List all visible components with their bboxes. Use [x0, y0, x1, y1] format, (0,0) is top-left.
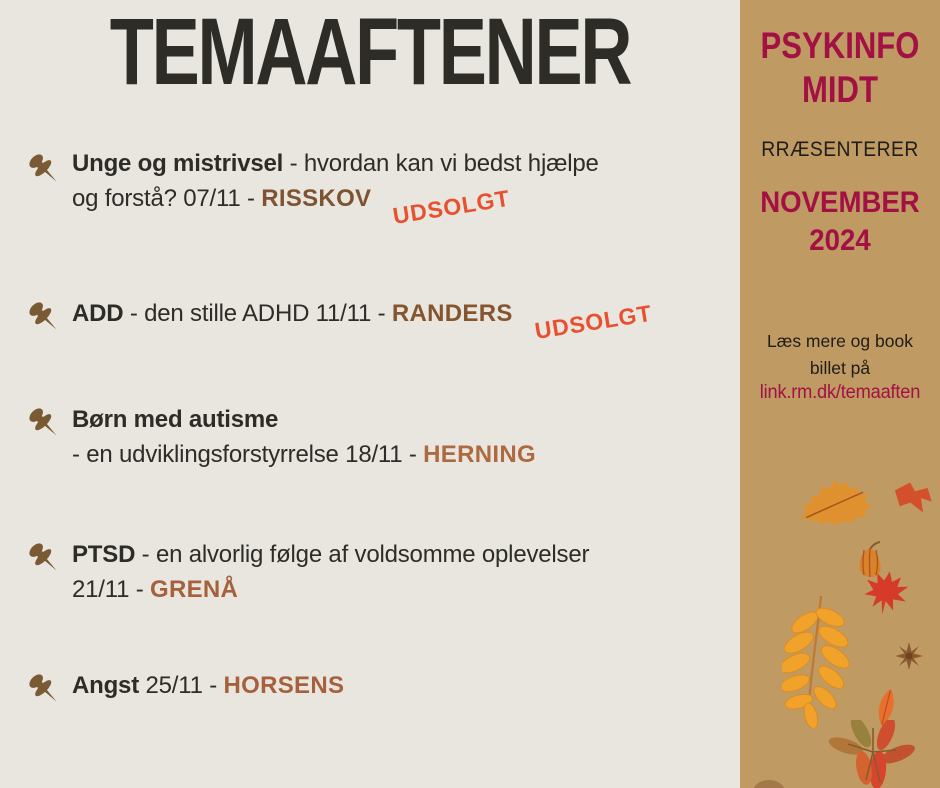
event-location: RISSKOV	[261, 185, 372, 212]
event-title: ADD	[72, 300, 124, 327]
event-description: - en alvorlig følge af voldsomme oplevelser	[135, 541, 590, 568]
event-item	[72, 146, 732, 229]
event-location: HORSENS	[223, 672, 345, 699]
event-item	[72, 668, 732, 703]
event-title: Børn med autisme	[72, 406, 279, 433]
event-description: - den stille ADHD 11/11 -	[123, 300, 392, 327]
pushpin-icon	[25, 404, 65, 444]
event-date-text: og forstå? 07/11 -	[72, 185, 262, 212]
oak-leaf-image	[785, 459, 888, 539]
event-date-text: - en udviklingsforstyrrelse 18/11 -	[72, 441, 424, 468]
brand-name-line2: MIDT	[802, 69, 878, 110]
soldout-badge: UDSOLGT	[532, 299, 654, 344]
event-line	[72, 572, 732, 607]
creeper-leaf-image	[828, 720, 918, 788]
pushpin-icon	[25, 539, 65, 579]
brand-name-line1: PSYKINFO	[760, 25, 920, 66]
star-anise-image	[895, 642, 923, 670]
event-location: RANDERS	[391, 300, 513, 327]
month-year	[748, 184, 932, 260]
month-label: NOVEMBER	[760, 186, 920, 219]
cta-text	[740, 328, 940, 382]
event-item	[72, 402, 732, 472]
soldout-badge: UDSOLGT	[391, 184, 513, 229]
cta-line1: Læs mere og book	[767, 331, 913, 351]
event-line	[72, 537, 732, 572]
event-title: PTSD	[72, 541, 136, 568]
red-leaf-fragment-image	[890, 478, 936, 518]
event-location: HERNING	[423, 441, 536, 468]
event-item	[72, 537, 732, 607]
presents-label: RRÆSENTERER	[761, 138, 919, 161]
event-line	[72, 146, 732, 181]
pushpin-icon	[25, 670, 65, 710]
page-title: TEMAAFTENER	[109, 0, 631, 105]
event-title: Unge og mistrivsel	[72, 150, 284, 177]
pushpin-icon	[25, 298, 65, 338]
maple-leaf-image	[859, 567, 914, 619]
event-line	[72, 668, 732, 703]
chestnut-image	[752, 778, 786, 788]
event-line	[72, 181, 732, 229]
event-date-text: 21/11 -	[72, 576, 151, 603]
pushpin-icon	[25, 150, 65, 190]
event-item	[72, 296, 732, 344]
event-description: - hvordan kan vi bedst hjælpe	[283, 150, 599, 177]
event-location: GRENÅ	[150, 576, 239, 603]
cta-line2: billet på	[809, 358, 871, 378]
year-label: 2024	[809, 224, 871, 257]
event-line	[72, 402, 732, 437]
rowan-leaf-image	[782, 596, 854, 728]
event-description: 25/11 -	[139, 672, 224, 699]
brand-name	[756, 24, 924, 112]
booking-link[interactable]: link.rm.dk/temaaften	[759, 382, 921, 403]
event-title: Angst	[72, 672, 139, 699]
event-line	[72, 296, 732, 344]
event-line	[72, 437, 732, 472]
right-panel	[740, 0, 940, 788]
